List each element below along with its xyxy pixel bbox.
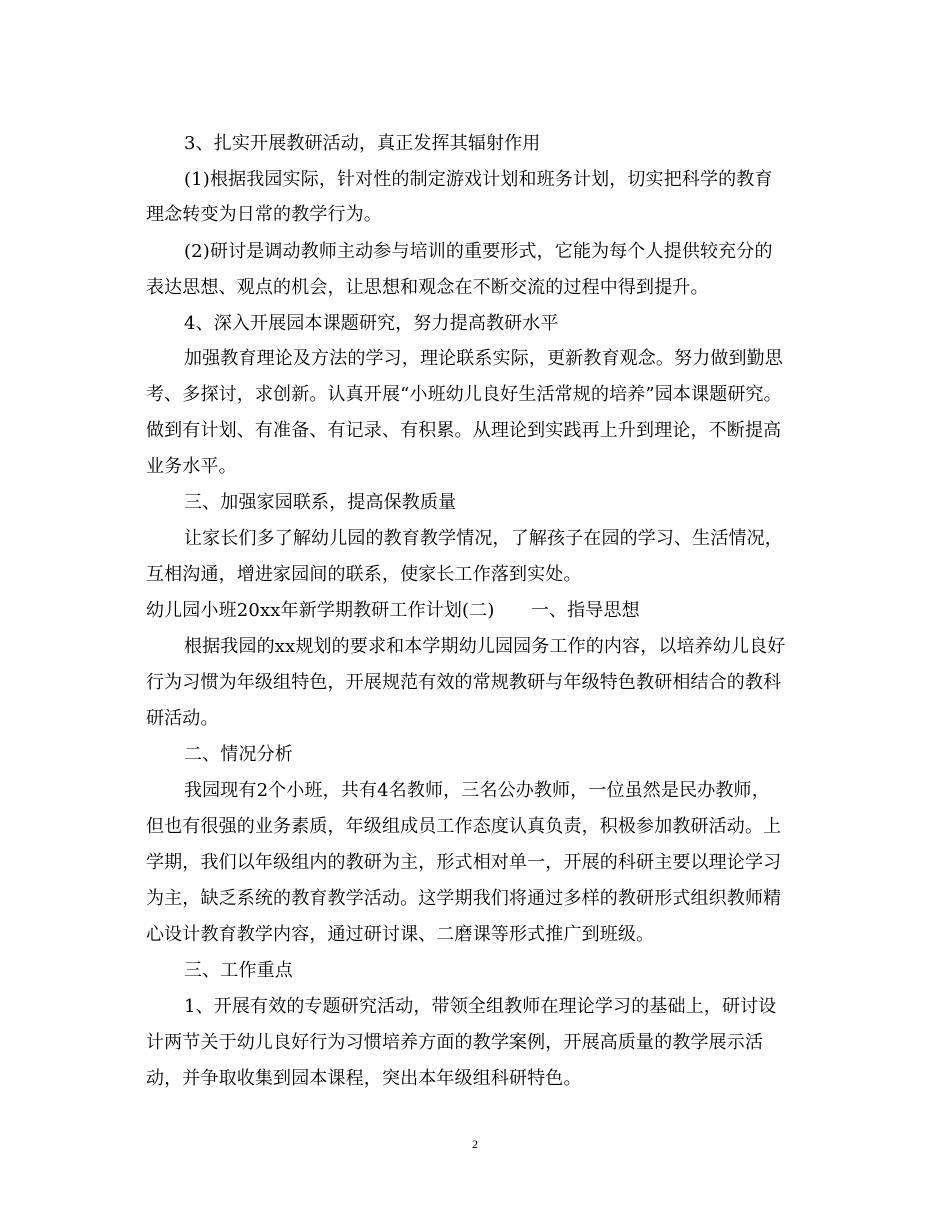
text-line: 幼儿园小班20xx年新学期教研工作计划(二) 一、指导思想 — [146, 600, 640, 621]
text-line: 考、多探讨，求创新。认真开展“小班幼儿良好生活常规的培养”园本课题研究。 — [146, 384, 782, 405]
text-line: 表达思想、观点的机会，让思想和观念在不断交流的过程中得到提升。 — [146, 277, 709, 298]
text-line: 我园现有2个小班，共有4名教师，三名公办教师，一位虽然是民办教师， — [184, 780, 770, 801]
text-line: 让家长们多了解幼儿园的教育教学情况，了解孩子在园的学习、生活情况， — [184, 528, 783, 549]
text-line: 根据我园的xx规划的要求和本学期幼儿园园务工作的内容，以培养幼儿良好 — [184, 636, 786, 657]
text-line: 1、开展有效的专题研究活动，带领全组教师在理论学习的基础上，研讨设 — [184, 996, 777, 1017]
text-line: 加强教育理论及方法的学习，理论联系实际，更新教育观念。努力做到勤思 — [184, 348, 783, 369]
text-line: 4、深入开展园本课题研究，努力提高教研水平 — [184, 313, 559, 334]
text-line: 二、情况分析 — [184, 744, 293, 765]
text-line: 心设计教育教学内容，通过研讨课、二磨课等形式推广到班级。 — [146, 924, 655, 945]
text-line: 三、加强家园联系，提高保教质量 — [184, 492, 457, 513]
text-line: 计两节关于幼儿良好行为习惯培养方面的教学案例，开展高质量的教学展示活 — [146, 1032, 764, 1053]
text-line: 互相沟通，增进家园间的联系，使家长工作落到实处。 — [146, 564, 582, 585]
text-line: 业务水平。 — [146, 456, 237, 477]
page-number: 2 — [472, 1137, 478, 1151]
text-line: 为主，缺乏系统的教育教学活动。这学期我们将通过多样的教研形式组织教师精 — [146, 888, 782, 909]
text-line: 动，并争取收集到园本课程，突出本年级组科研特色。 — [146, 1068, 582, 1089]
text-line: 学期，我们以年级组内的教研为主，形式相对单一，开展的科研主要以理论学习 — [146, 852, 782, 873]
text-line: 三、工作重点 — [184, 960, 293, 981]
text-line: 做到有计划、有准备、有记录、有积累。从理论到实践再上升到理论，不断提高 — [146, 420, 782, 441]
text-line: 研活动。 — [146, 708, 219, 729]
text-line: 理念转变为日常的教学行为。 — [146, 204, 382, 225]
text-line: 但也有很强的业务素质，年级组成员工作态度认真负责，积极参加教研活动。上 — [146, 816, 782, 837]
text-line: (1)根据我园实际，针对性的制定游戏计划和班务计划，切实把科学的教育 — [184, 169, 773, 190]
text-line: 3、扎实开展教研活动，真正发挥其辐射作用 — [184, 133, 541, 154]
text-line: 行为习惯为年级组特色，开展规范有效的常规教研与年级特色教研相结合的教科 — [146, 672, 782, 693]
text-line: (2)研讨是调动教师主动参与培训的重要形式，它能为每个人提供较充分的 — [184, 241, 773, 262]
